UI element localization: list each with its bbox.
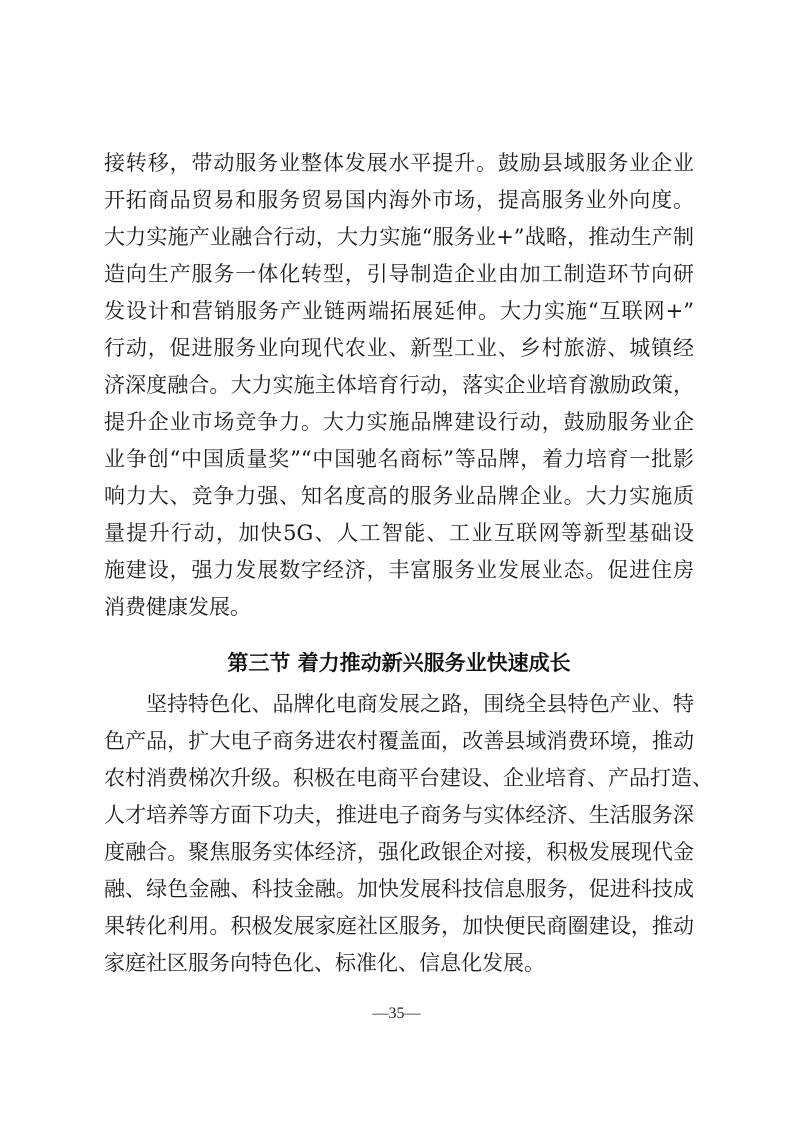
page-number: —35— xyxy=(372,1005,421,1022)
paragraph-line: 消费健康发展。 xyxy=(104,595,251,619)
paragraph-line: 开拓商品贸易和服务贸易国内海外市场，提高服务业外向度。 xyxy=(104,188,694,212)
paragraph-line: 农村消费梯次升级。积极在电商平台建设、企业培育、产品打造、 xyxy=(104,766,713,790)
paragraph-line: 施建设，强力发展数字经济，丰富服务业发展业态。促进住房 xyxy=(104,558,694,582)
paragraph-line: 大力实施产业融合行动，大力实施“服务业+”战略，推动生产制 xyxy=(104,225,694,249)
paragraph-line: 人才培养等方面下功夫，推进电子商务与实体经济、生活服务深 xyxy=(104,803,694,827)
section-heading: 第三节 着力推动新兴服务业快速成长 xyxy=(227,651,571,675)
paragraph-line: 果转化利用。积极发展家庭社区服务，加快便民商圈建设，推动 xyxy=(104,914,694,938)
paragraph-line: 家庭社区服务向特色化、标准化、信息化发展。 xyxy=(104,951,545,975)
paragraph-line: 接转移，带动服务业整体发展水平提升。鼓励县域服务业企业 xyxy=(104,151,694,175)
paragraph-line: 融、绿色金融、科技金融。加快发展科技信息服务，促进科技成 xyxy=(104,877,694,901)
paragraph-line: 色产品，扩大电子商务进农村覆盖面，改善县域消费环境，推动 xyxy=(104,729,694,753)
paragraph-line: 发设计和营销服务产业链两端拓展延伸。大力实施“互联网+” xyxy=(104,299,694,323)
paragraph-line: 量提升行动，加快5G、人工智能、工业互联网等新型基础设 xyxy=(104,521,694,545)
paragraph-line: 度融合。聚焦服务实体经济，强化政银企对接，积极发展现代金 xyxy=(104,840,694,864)
paragraph-line: 提升企业市场竞争力。大力实施品牌建设行动，鼓励服务业企 xyxy=(104,410,694,434)
paragraph-line: 行动，促进服务业向现代农业、新型工业、乡村旅游、城镇经 xyxy=(104,336,694,360)
paragraph-line: 业争创“中国质量奖”“中国驰名商标”等品牌，着力培育一批影 xyxy=(104,447,694,471)
paragraph-line: 济深度融合。大力实施主体培育行动，落实企业培育激励政策， xyxy=(104,373,694,397)
paragraph-line: 响力大、竞争力强、知名度高的服务业品牌企业。大力实施质 xyxy=(104,484,694,508)
paragraph-line: 坚持特色化、品牌化电商发展之路，围绕全县特色产业、特 xyxy=(146,692,694,716)
paragraph-line: 造向生产服务一体化转型，引导制造企业由加工制造环节向研 xyxy=(104,262,694,286)
